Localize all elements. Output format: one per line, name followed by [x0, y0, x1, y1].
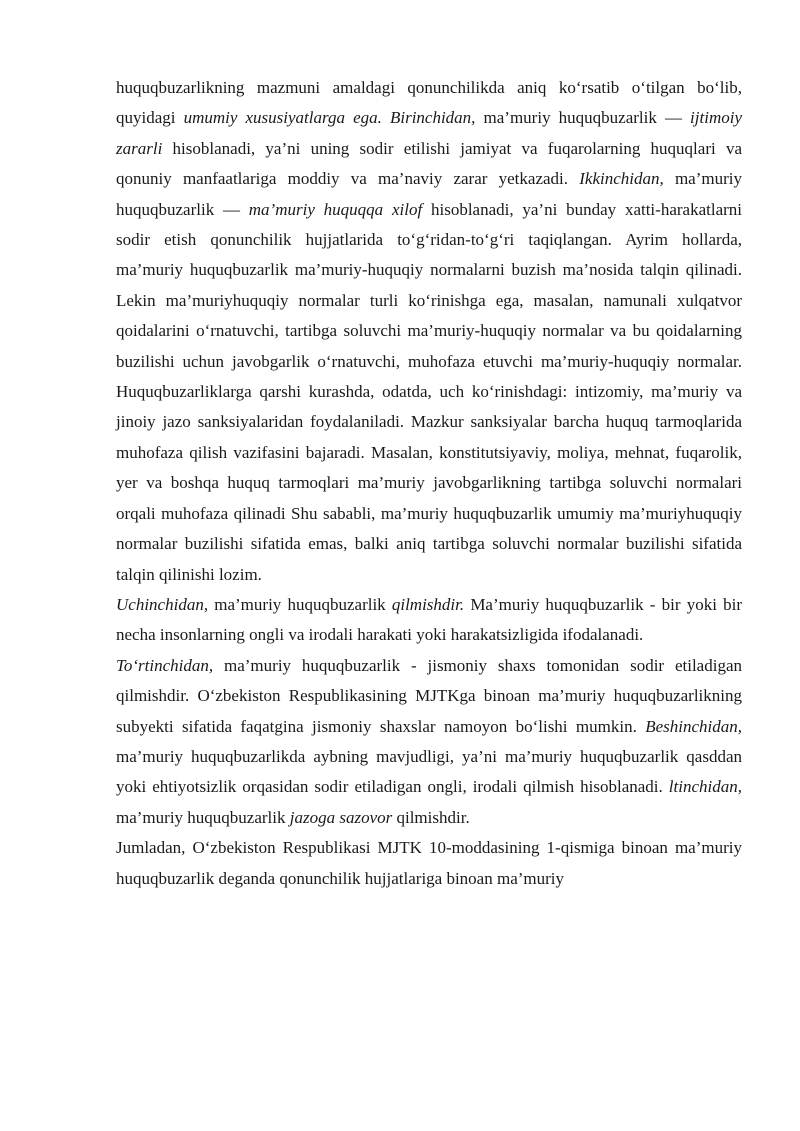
emphasis-text: Birinchidan, — [389, 108, 476, 128]
emphasis-text: Ikkinchidan, — [579, 169, 664, 189]
text-run: ma’muriy huquqbuzarlik — — [475, 108, 691, 128]
paragraph — [116, 833, 742, 894]
text-run: ma’muriy huquqbuzarlik - jismoniy shaxs tomonidan sodir etiladigan qilmishdir. O‘zbekiston Respublikasining MJTKga binoan ma’muriy huquqbuzarlikning subyekti sifatida faqatgina jismoniy shaxslar namoyon bo‘lishi mumkin. — [116, 655, 742, 736]
emphasis-text: ma’muriy huquqqa xilof — [248, 199, 423, 219]
emphasis-text: Uchinchidan, — [116, 594, 209, 614]
emphasis-text: jazoga sazovor — [289, 807, 393, 827]
text-run: Ma’muriy huquqbuzarlik - bir yoki bir necha insonlarning ongli va irodali harakati yoki harakatsizligida ifodalanadi. — [116, 594, 742, 645]
emphasis-text: Beshinchidan, — [645, 716, 742, 736]
emphasis-text: umumiy xususiyatlarga ega. — [183, 108, 382, 128]
emphasis-text: To‘rtinchidan, — [116, 655, 214, 675]
emphasis-text: ijtimoiy zararli — [116, 108, 742, 158]
paragraph — [116, 73, 742, 590]
text-run: Jumladan, O‘zbekiston Respublikasi MJTK 10-moddasining 1-qismiga binoan ma’muriy huquqbuzarlik deganda qonunchilik hujjatlariga binoan ma’muriy — [116, 838, 742, 888]
paragraph — [116, 651, 742, 833]
document-page — [116, 73, 742, 894]
text-run: hisoblanadi, ya’ni bunday xatti-harakatlarni sodir etish qonunchilik hujjatlarida to‘g‘ridan-to‘g‘ri taqiqlangan. Ayrim hollarda, ma’muriy huquqbuzarlik ma’muriy-huquqiy normalarni buzish ma’nosida talqin qilinadi. Lekin ma’muriyhuquqiy normalar turli ko‘rinishga ega, masalan, namunali xulqatvor qoidalarini o‘rnatuvchi, tartibga soluvchi ma’muriy-huquqiy normalar va bu qoidalarning buzilishi uchun javobgarlik o‘rnatuvchi, muhofaza etuvchi ma’muriy-huquqiy normalar. Huquqbuzarliklarga qarshi kurashda, odatda, uch ko‘rinishdagi: intizomiy, ma’muriy va jinoiy jazo sanksiyalaridan foydalaniladi. Mazkur sanksiyalar barcha huquq tarmoqlarida muhofaza qilish vazifasini bajaradi. Masalan, konstitutsiyaviy, moliya, mehnat, fuqarolik, yer va boshqa huquq tarmoqlari ma’muriy javobgarlikning tartibga soluvchi normalari orqali muhofaza qilinadi Shu sababli, ma’muriy huquqbuzarlik umumiy ma’muriyhuquqiy normalar buzilishi sifatida emas, balki aniq tartibga soluvchi normalar buzilishi sifatida talqin qilinishi lozim. — [116, 199, 742, 584]
text-run: ma’muriy huquqbuzarlik — — [116, 169, 742, 219]
text-run: ma’muriy huquqbuzarlik — [116, 807, 290, 827]
text-run: ma’muriy huquqbuzarlik — [208, 594, 392, 614]
text-run: huquqbuzarlikning mazmuni amaldagi qonunchilikda aniq ko‘rsatib o‘tilgan bo‘lib, quyidagi — [116, 78, 742, 128]
emphasis-text: ltinchidan, — [668, 777, 742, 797]
text-run: ma’muriy huquqbuzarlikda aybning mavjudligi, ya’ni ma’muriy huquqbuzarlik qasddan yoki ehtiyotsizlik orqasidan sodir etiladigan ongli, irodali qilmish hisoblanadi. — [116, 746, 742, 797]
text-run: qilmishdir. — [392, 807, 470, 827]
text-run: hisoblanadi, ya’ni uning sodir etilishi jamiyat va fuqarolarning huquqlari va qonuniy manfaatlariga moddiy va ma’naviy zarar yetkazadi. — [116, 138, 742, 189]
emphasis-text: qilmishdir. — [391, 594, 465, 614]
paragraph — [116, 590, 742, 651]
text-run — [382, 108, 390, 127]
